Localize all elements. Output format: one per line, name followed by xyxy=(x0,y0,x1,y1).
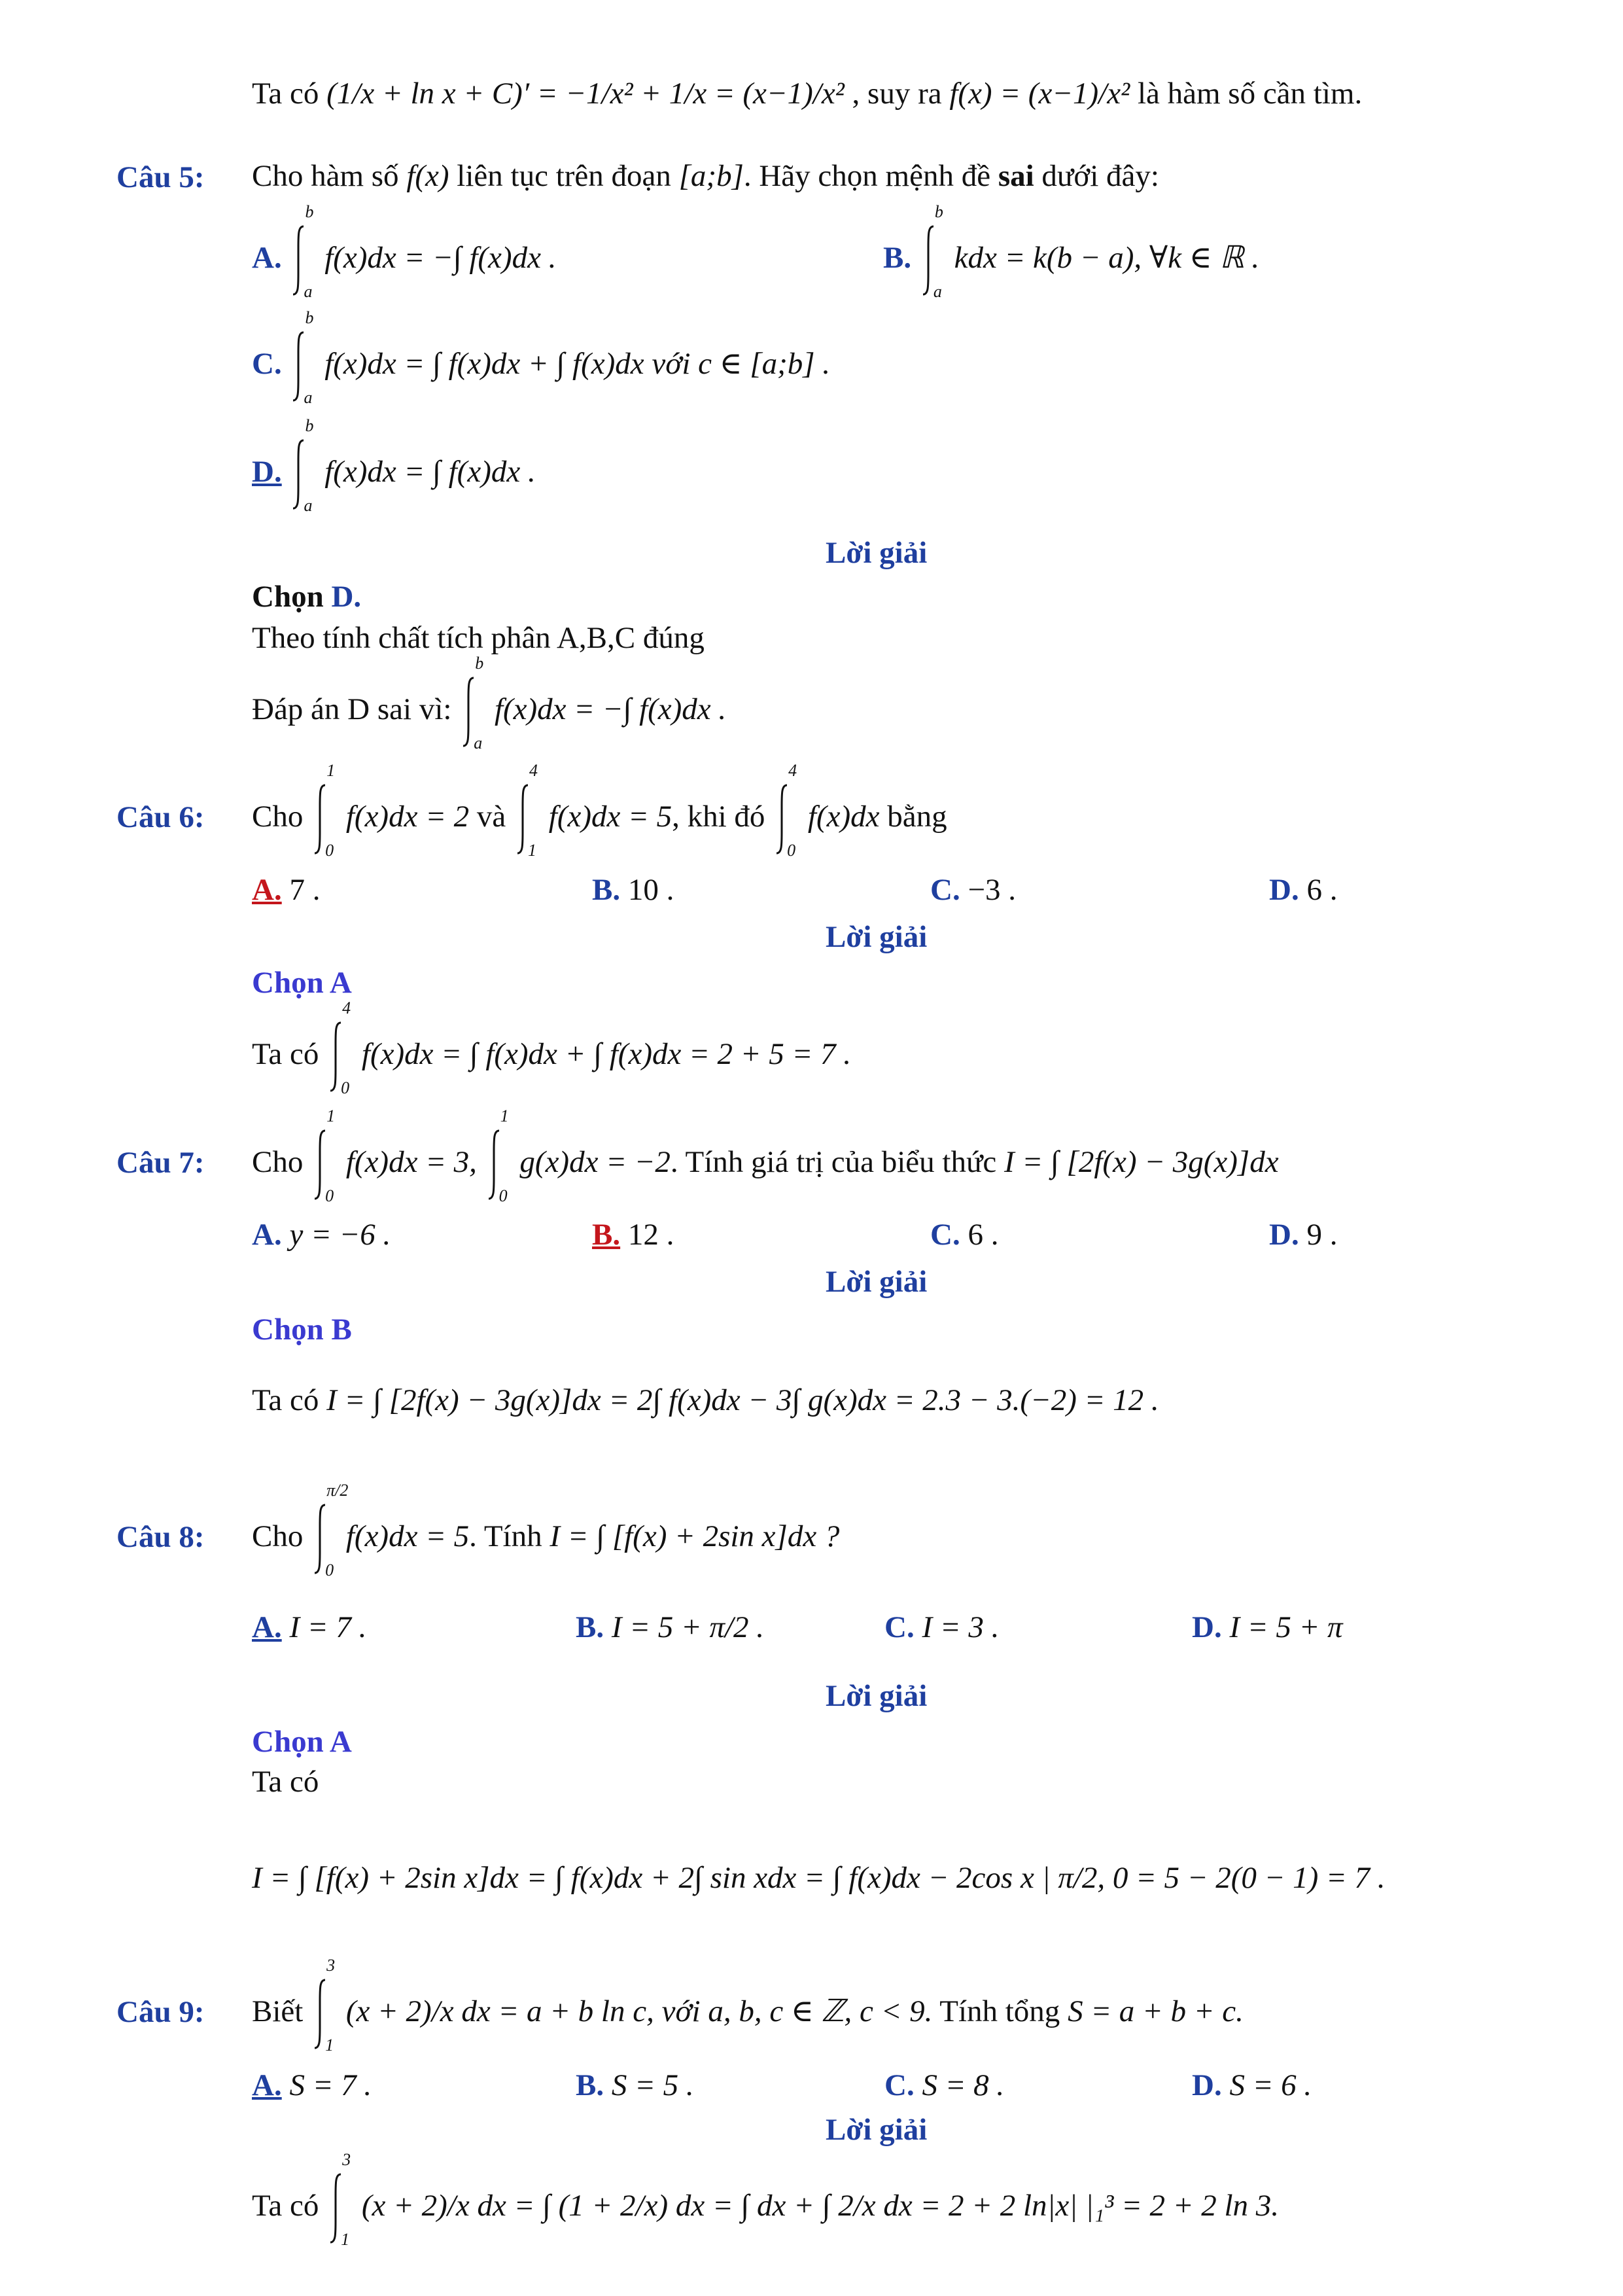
q9-sum: S = a + b + c. xyxy=(1068,1994,1244,2028)
intro-tail: là hàm số cần tìm. xyxy=(1137,77,1363,111)
q7-choose: Chọn B xyxy=(252,1313,352,1347)
q5-line2-pre: Đáp án D sai vì: xyxy=(252,692,452,726)
q8-option-d-value: I = 5 + π xyxy=(1229,1610,1343,1644)
q9-option-b-value: S = 5 . xyxy=(611,2068,694,2102)
q6-option-b-label: B. xyxy=(592,873,621,907)
q5-solution-line1: Theo tính chất tích phân A,B,C đúng xyxy=(252,621,705,655)
q9-option-c-value: S = 8 . xyxy=(922,2068,1005,2102)
q5-option-a-text: f(x)dx = −∫ f(x)dx . xyxy=(324,240,557,275)
q5-option-b-label: B. xyxy=(883,240,912,275)
q7-option-c-value: 6 . xyxy=(968,1218,999,1252)
q6-label: Câu 6: xyxy=(116,800,205,834)
q9-ask: Tính tổng xyxy=(939,1994,1060,2028)
q5-label: Câu 5: xyxy=(116,160,205,194)
integral-sign-icon: 1 0 xyxy=(485,1145,512,1184)
intro-lead: Ta có xyxy=(252,77,319,111)
q5-choose-text: Chọn xyxy=(252,580,324,614)
q5-interval: [a;b] xyxy=(678,159,744,193)
integral-sign-icon: 1 0 xyxy=(311,1145,338,1184)
q8-option-c-label: C. xyxy=(884,1610,915,1644)
q8-work-math: I = ∫ [f(x) + 2sin x]dx = ∫ f(x)dx + 2∫ sin xdx = ∫ f(x)dx − 2cos x | π/2, 0 = 5 − 2(0 − 1) = 7 . xyxy=(252,1861,1386,1895)
q7-option-b[interactable] xyxy=(592,1218,674,1252)
q9-work-pre: Ta có xyxy=(252,2188,319,2223)
q8-option-c-value: I = 3 . xyxy=(922,1610,1000,1644)
intro-line xyxy=(252,77,1362,111)
q6-when: , khi đó xyxy=(672,799,765,834)
q6-option-b-value: 10 . xyxy=(627,873,674,907)
q5-bold-word: sai xyxy=(998,159,1034,193)
intro-result: f(x) = (x−1)/x² xyxy=(949,77,1130,111)
q9-option-a-label: A. xyxy=(252,2068,282,2102)
q9-option-d[interactable] xyxy=(1192,2069,1312,2103)
q9-cond: với a, b, c ∈ ℤ, c < 9. xyxy=(661,1994,933,2028)
q5-option-d[interactable] xyxy=(252,416,536,515)
q8-option-a[interactable] xyxy=(252,1611,366,1645)
q5-choose-answer: D. xyxy=(331,580,362,614)
q5-fx: f(x) xyxy=(406,159,449,193)
q6-option-d-label: D. xyxy=(1269,873,1299,907)
q6-work-math: f(x)dx = ∫ f(x)dx + ∫ f(x)dx = 2 + 5 = 7 . xyxy=(361,1036,851,1071)
q8-choose: Chọn A xyxy=(252,1725,352,1759)
q7-option-d[interactable] xyxy=(1269,1218,1337,1252)
q5-option-b[interactable] xyxy=(883,202,1260,301)
q7-option-a-value: y = −6 . xyxy=(289,1218,391,1252)
integral-sign-icon: b a xyxy=(289,455,317,494)
q5-option-c[interactable] xyxy=(252,308,831,407)
q7-option-c-label: C. xyxy=(930,1218,960,1252)
q5-choose xyxy=(252,579,361,614)
q8-option-b-label: B. xyxy=(576,1610,604,1644)
q7-stem xyxy=(252,1106,1279,1205)
q8-work-pre: Ta có xyxy=(252,1765,319,1799)
integral-sign-icon: b a xyxy=(919,241,947,280)
q8-work xyxy=(252,1862,1386,1896)
q5-line2-math: f(x)dx = −∫ f(x)dx . xyxy=(494,692,727,726)
q7-option-a-label: A. xyxy=(252,1218,282,1252)
q9-label: Câu 9: xyxy=(116,1995,205,2029)
q6-option-a[interactable] xyxy=(252,874,320,908)
q7-option-c[interactable] xyxy=(930,1218,998,1252)
q5-solution-line2 xyxy=(252,654,727,752)
q8-stem xyxy=(252,1481,840,1580)
q9-work-math: (x + 2)/x dx = ∫ (1 + 2/x) dx = ∫ dx + ∫ 2/x dx = 2 + 2 ln|x| |₁³ = 2 + 2 ln 3. xyxy=(361,2188,1280,2223)
q8-option-d-label: D. xyxy=(1192,1610,1222,1644)
integral-sign-icon: 4 0 xyxy=(326,1037,354,1076)
q8-option-a-value: I = 7 . xyxy=(289,1610,367,1644)
integral-sign-icon: 1 0 xyxy=(311,800,338,839)
intro-suffix: , suy ra xyxy=(852,77,942,111)
q7-text: Cho xyxy=(252,1144,304,1179)
q5-text-post: . Hãy chọn mệnh đề xyxy=(743,159,991,193)
q6-option-a-value: 7 . xyxy=(289,873,321,907)
q9-option-d-label: D. xyxy=(1192,2068,1222,2102)
q7-option-b-label: B. xyxy=(592,1218,621,1252)
q9-option-b-label: B. xyxy=(576,2068,604,2102)
integral-sign-icon: 3 1 xyxy=(311,1994,338,2034)
q6-choose: Chọn A xyxy=(252,966,352,1000)
q5-option-a[interactable] xyxy=(252,202,557,301)
q7-ask: . Tính giá trị của biểu thức xyxy=(670,1144,997,1179)
q8-option-b[interactable] xyxy=(576,1611,764,1645)
q6-option-c-value: −3 . xyxy=(968,873,1016,907)
q9-solution-title: Lời giải xyxy=(826,2113,928,2147)
q9-option-c-label: C. xyxy=(884,2068,915,2102)
q9-text: Biết xyxy=(252,1994,304,2028)
q6-m1: f(x)dx = 2 xyxy=(345,799,470,834)
q8-m1: f(x)dx = 5 xyxy=(345,1519,470,1553)
q6-stem xyxy=(252,761,947,860)
integral-sign-icon: b a xyxy=(289,241,317,280)
q6-option-d-value: 6 . xyxy=(1306,873,1338,907)
q6-option-b[interactable] xyxy=(592,874,674,908)
q9-work xyxy=(252,2150,1280,2249)
q5-option-a-label: A. xyxy=(252,240,282,275)
integral-sign-icon: 3 1 xyxy=(326,2189,354,2228)
q5-option-c-label: C. xyxy=(252,346,282,381)
integral-sign-icon: b a xyxy=(459,692,487,732)
q9-stem xyxy=(252,1956,1244,2055)
q9-option-d-value: S = 6 . xyxy=(1229,2068,1312,2102)
q9-m1: (x + 2)/x dx = a + b ln c, xyxy=(345,1994,654,2028)
q7-m1: f(x)dx = 3, xyxy=(345,1144,477,1179)
integral-sign-icon: π/2 0 xyxy=(311,1519,338,1559)
q8-solution-title: Lời giải xyxy=(826,1679,928,1713)
q8-option-a-label: A. xyxy=(252,1610,282,1644)
q6-work-pre: Ta có xyxy=(252,1036,319,1071)
q5-text-pre: Cho hàm số xyxy=(252,159,399,193)
q5-stem xyxy=(252,160,1159,194)
q6-option-c[interactable] xyxy=(930,874,1016,908)
q7-work xyxy=(252,1384,1159,1418)
q5-option-c-text: f(x)dx = ∫ f(x)dx + ∫ f(x)dx với c ∈ [a;b] . xyxy=(324,346,831,381)
q8-option-c[interactable] xyxy=(884,1611,999,1645)
integral-sign-icon: 4 0 xyxy=(773,800,800,839)
q6-and: và xyxy=(476,799,506,834)
q7-solution-title: Lời giải xyxy=(826,1265,928,1299)
integral-sign-icon: b a xyxy=(289,347,317,386)
q9-option-b[interactable] xyxy=(576,2069,694,2103)
q6-option-a-label: A. xyxy=(252,873,282,907)
q7-m2: g(x)dx = −2 xyxy=(519,1144,671,1179)
q6-work xyxy=(252,998,851,1097)
q7-work-math: I = ∫ [2f(x) − 3g(x)]dx = 2∫ f(x)dx − 3∫ g(x)dx = 2.3 − 3.(−2) = 12 . xyxy=(326,1383,1159,1417)
q5-text-mid: liên tục trên đoạn xyxy=(457,159,671,193)
q7-option-d-value: 9 . xyxy=(1306,1218,1338,1252)
q6-equals: bằng xyxy=(887,799,947,834)
q6-text: Cho xyxy=(252,799,304,834)
q8-ask: . Tính xyxy=(469,1519,542,1553)
q7-option-b-value: 12 . xyxy=(627,1218,674,1252)
q6-m3: f(x)dx xyxy=(807,799,880,834)
q7-work-pre: Ta có xyxy=(252,1383,319,1417)
q5-solution-title: Lời giải xyxy=(826,536,928,570)
q8-option-d[interactable] xyxy=(1192,1611,1343,1645)
q5-option-b-text: kdx = k(b − a), ∀k ∈ ℝ . xyxy=(954,240,1260,275)
q9-option-c[interactable] xyxy=(884,2069,1004,2103)
q7-expr: I = ∫ [2f(x) − 3g(x)]dx xyxy=(1004,1144,1279,1179)
q7-option-d-label: D. xyxy=(1269,1218,1299,1252)
q8-option-b-value: I = 5 + π/2 . xyxy=(611,1610,765,1644)
q5-option-d-text: f(x)dx = ∫ f(x)dx . xyxy=(324,454,536,489)
q8-expr: I = ∫ [f(x) + 2sin x]dx ? xyxy=(550,1519,840,1553)
intro-derivative: (1/x + ln x + C)′ = −1/x² + 1/x = (x−1)/x² xyxy=(326,77,845,111)
q7-label: Câu 7: xyxy=(116,1146,205,1180)
integral-sign-icon: 4 1 xyxy=(514,800,541,839)
q9-option-a-value: S = 7 . xyxy=(289,2068,372,2102)
q7-option-a[interactable] xyxy=(252,1218,391,1252)
q5-option-d-label: D. xyxy=(252,454,282,489)
q5-text-end: dưới đây: xyxy=(1041,159,1159,193)
q8-text: Cho xyxy=(252,1519,304,1553)
q6-m2: f(x)dx = 5 xyxy=(548,799,672,834)
q6-solution-title: Lời giải xyxy=(826,920,928,954)
q6-option-c-label: C. xyxy=(930,873,960,907)
q6-option-d[interactable] xyxy=(1269,874,1337,908)
q9-option-a[interactable] xyxy=(252,2069,372,2103)
q8-label: Câu 8: xyxy=(116,1520,205,1554)
